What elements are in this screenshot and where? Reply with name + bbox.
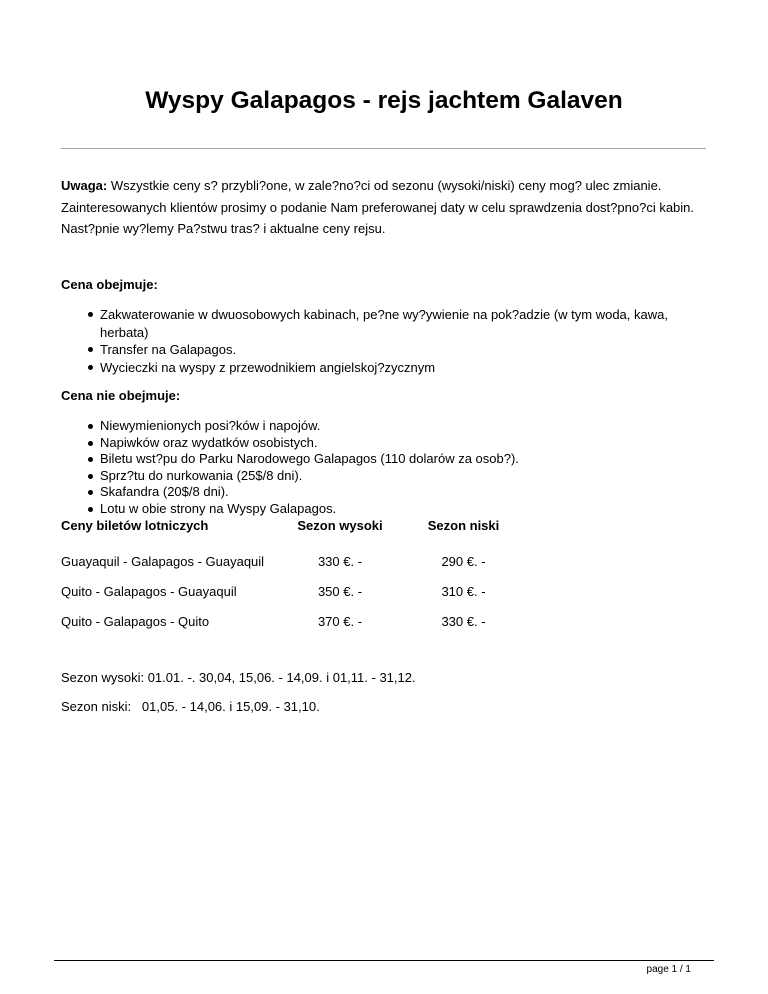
list-item: Transfer na Galapagos. [82, 341, 682, 359]
low-season-dates: Sezon niski: 01,05. - 14,06. i 15,09. - 31,10. [61, 699, 320, 714]
low-season-price: 330 €. - [441, 614, 486, 629]
route-cell: Quito - Galapagos - Guayaquil [61, 584, 237, 599]
list-item: Wycieczki na wyspy z przewodnikiem angielskoj?zycznym [82, 359, 682, 377]
route-cell: Guayaquil - Galapagos - Guayaquil [61, 554, 265, 569]
column-header-high-season: Sezon wysoki [297, 518, 383, 533]
included-heading: Cena obejmuje: [61, 277, 158, 292]
footer-divider [54, 960, 714, 961]
list-item: Sprz?tu do nurkowania (25$/8 dni). [82, 468, 682, 485]
list-item: Niewymienionych posi?ków i napojów. [82, 418, 682, 435]
list-item: Zakwaterowanie w dwuosobowych kabinach, pe?ne wy?ywienie na pok?adzie (w tym woda, kawa, herbata) [82, 306, 682, 341]
page-title: Wyspy Galapagos - rejs jachtem Galaven [145, 87, 623, 114]
table-header-row [61, 518, 541, 554]
page-number: page 1 / 1 [646, 964, 691, 975]
list-item: Lotu w obie strony na Wyspy Galapagos. [82, 501, 682, 518]
table-row [61, 554, 541, 584]
notice-label: Uwaga: [61, 178, 108, 193]
table-row [61, 614, 541, 644]
column-header-route: Ceny biletów lotniczych [61, 518, 209, 533]
route-cell: Quito - Galapagos - Quito [61, 614, 210, 629]
table-row [61, 584, 541, 614]
excluded-list [82, 418, 682, 517]
included-list [82, 306, 682, 376]
list-item: Biletu wst?pu do Parku Narodowego Galapagos (110 dolarów za osob?). [82, 451, 682, 468]
high-season-price: 330 €. - [317, 554, 363, 569]
low-season-price: 290 €. - [441, 554, 486, 569]
low-season-price: 310 €. - [441, 584, 486, 599]
column-header-low-season: Sezon niski [427, 518, 500, 533]
notice-text: Wszystkie ceny s? przybli?one, w zale?no?ci od sezonu (wysoki/niski) ceny mog? ulec zmianie. Zainteresowanych klientów prosimy o podanie Nam preferowanej daty w celu sprawdzenia dost?pno?ci kabin. Nast?pnie wy?lemy Pa?stwu tras? i aktualne ceny rejsu. [61, 178, 695, 236]
high-season-dates: Sezon wysoki: 01.01. -. 30,04, 15,06. - 14,09. i 01,11. - 31,12. [61, 670, 416, 685]
list-item: Skafandra (20$/8 dni). [82, 484, 682, 501]
excluded-heading: Cena nie obejmuje: [61, 388, 181, 403]
list-item: Napiwków oraz wydatków osobistych. [82, 435, 682, 452]
title-divider [61, 148, 706, 149]
flight-price-table [61, 518, 541, 644]
high-season-price: 350 €. - [317, 584, 363, 599]
high-season-price: 370 €. - [317, 614, 363, 629]
price-notice [61, 175, 711, 240]
